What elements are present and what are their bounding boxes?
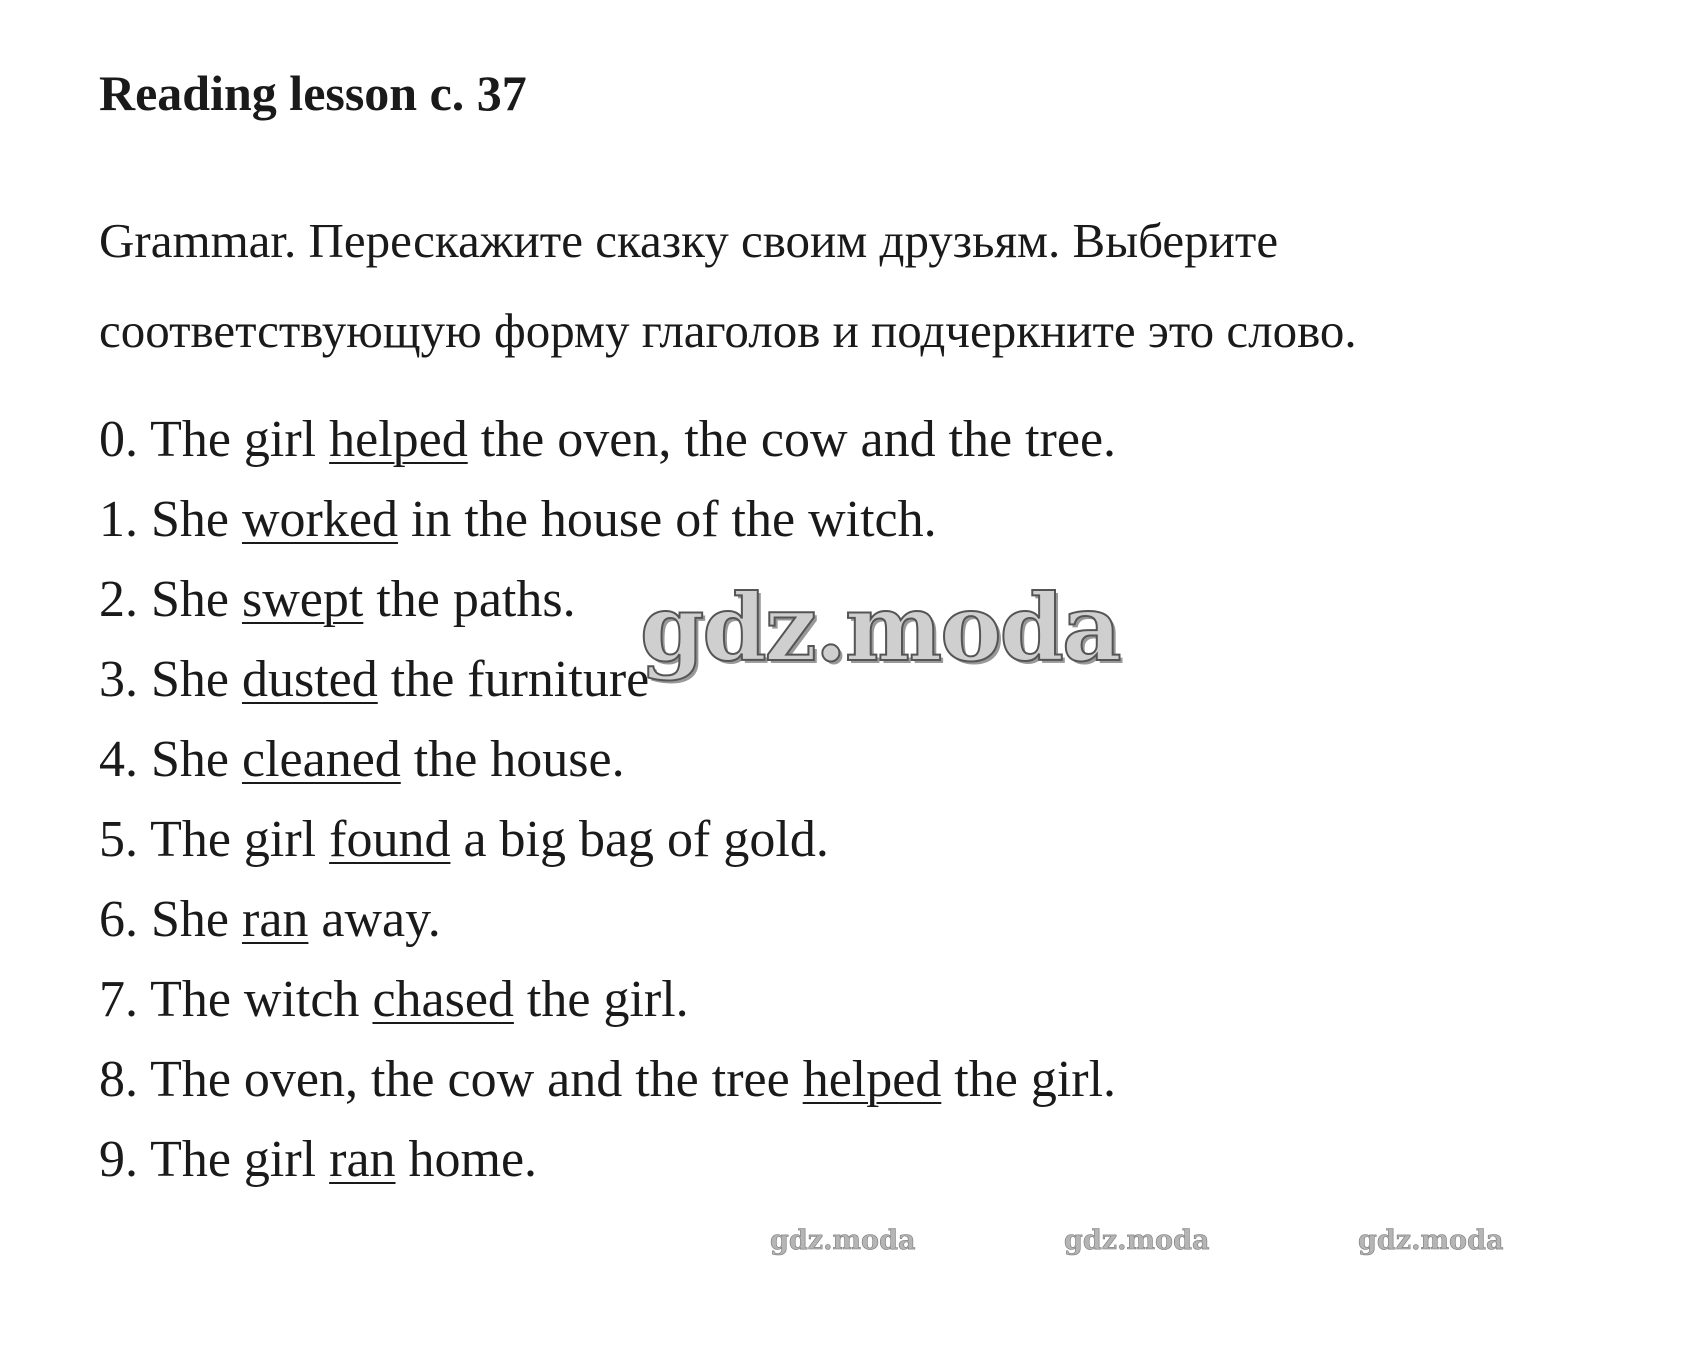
sentence-number: 8. <box>99 1051 138 1108</box>
underlined-verb: chased <box>372 971 514 1028</box>
sentence-1 <box>99 490 937 550</box>
sentence-after: home. <box>408 1131 538 1188</box>
underlined-verb: worked <box>242 491 398 548</box>
sentence-4 <box>99 730 625 790</box>
sentence-0 <box>99 410 1116 470</box>
sentence-before: The girl <box>150 1131 317 1188</box>
sentence-number: 5. <box>99 811 138 868</box>
underlined-verb: ran <box>329 1131 396 1188</box>
watermark-small-2: gdz.moda <box>1064 1225 1210 1256</box>
sentence-2 <box>99 570 576 630</box>
sentence-before: The girl <box>150 811 317 868</box>
sentence-before: The witch <box>150 971 360 1028</box>
sentence-number: 2. <box>99 571 138 628</box>
underlined-verb: helped <box>802 1051 942 1108</box>
underlined-verb: ran <box>242 891 309 948</box>
sentence-6 <box>99 890 441 950</box>
watermark-small-1: gdz.moda <box>770 1225 916 1256</box>
underlined-verb: found <box>329 811 451 868</box>
sentence-before: She <box>151 731 229 788</box>
sentence-7 <box>99 970 689 1030</box>
sentence-after: the paths. <box>376 571 576 628</box>
sentence-number: 7. <box>99 971 138 1028</box>
watermark-large: gdz.moda <box>640 574 1120 682</box>
instruction-line-2: соответствующую форму глаголов и подчеркните это слово. <box>99 303 1357 358</box>
sentence-number: 0. <box>99 411 138 468</box>
sentence-number: 4. <box>99 731 138 788</box>
sentence-number: 6. <box>99 891 138 948</box>
sentence-3 <box>99 650 649 710</box>
sentence-after: the oven, the cow and the tree. <box>480 411 1117 468</box>
sentence-before: She <box>151 651 229 708</box>
sentence-before: The girl <box>150 411 317 468</box>
sentence-after: a big bag of gold. <box>463 811 829 868</box>
underlined-verb: swept <box>242 571 364 628</box>
sentence-after: the house. <box>413 731 625 788</box>
sentence-5 <box>99 810 829 870</box>
sentence-before: She <box>151 891 229 948</box>
instruction-line-1: Grammar. Перескажите сказку своим друзьям. Выберите <box>99 213 1279 268</box>
sentence-9 <box>99 1130 537 1190</box>
page-title: Reading lesson с. 37 <box>99 65 527 121</box>
sentence-before: She <box>151 571 229 628</box>
sentence-after: away. <box>321 891 441 948</box>
sentence-number: 3. <box>99 651 138 708</box>
sentence-number: 9. <box>99 1131 138 1188</box>
sentence-after: in the house of the witch. <box>410 491 937 548</box>
underlined-verb: dusted <box>242 651 378 708</box>
watermark-small-3: gdz.moda <box>1358 1225 1504 1256</box>
underlined-verb: helped <box>329 411 468 468</box>
sentence-after: the furniture <box>390 651 650 708</box>
sentence-8 <box>99 1050 1116 1110</box>
sentence-before: She <box>151 491 229 548</box>
instruction-text <box>99 196 1659 376</box>
underlined-verb: cleaned <box>242 731 401 788</box>
sentence-after: the girl. <box>526 971 689 1028</box>
sentence-before: The oven, the cow and the tree <box>150 1051 790 1108</box>
sentence-after: the girl. <box>954 1051 1117 1108</box>
sentence-number: 1. <box>99 491 138 548</box>
